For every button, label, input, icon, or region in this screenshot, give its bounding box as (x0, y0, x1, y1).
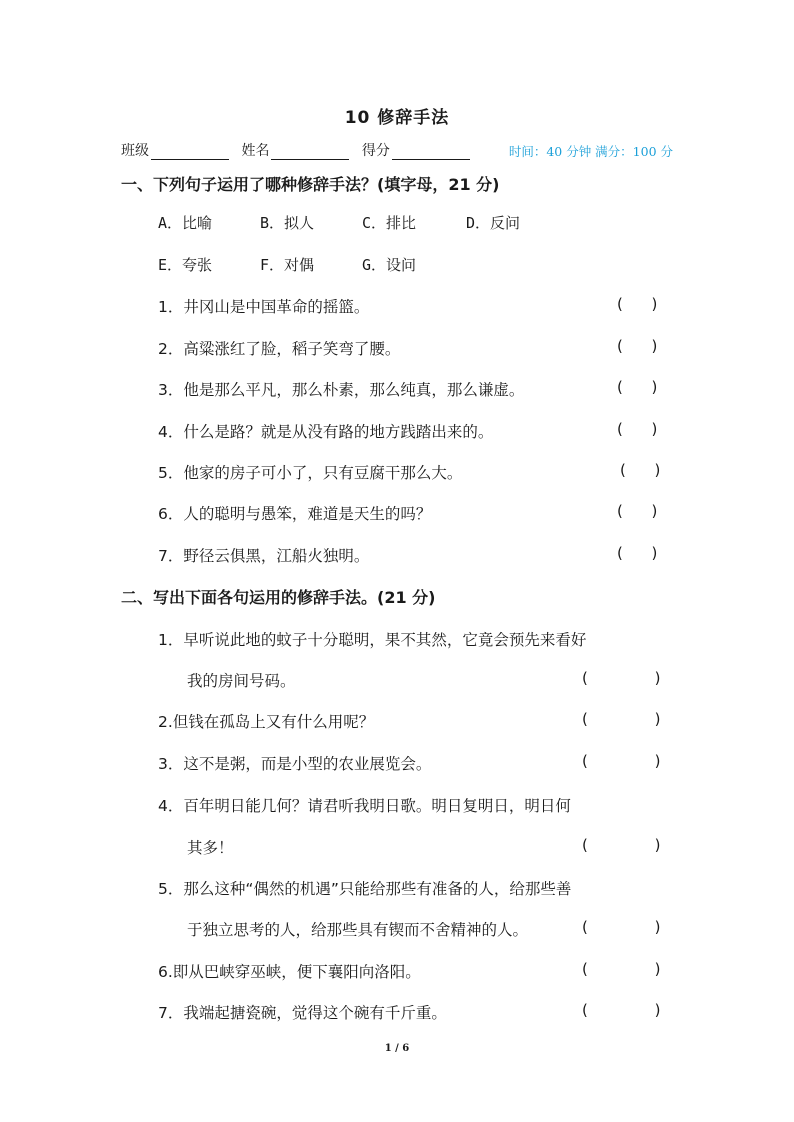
s2-answer-3[interactable]: ( ) (582, 752, 661, 770)
s2-question-5-line1: 5．那么这种“偶然的机遇”只能给那些有准备的人，给那些善 (158, 880, 572, 898)
s1-answer-5[interactable]: ( ) (620, 461, 661, 479)
s2-answer-1[interactable]: ( ) (582, 669, 661, 687)
page-number: 1 / 6 (384, 1043, 410, 1054)
s1-question-5: 5．他家的房子可小了，只有豆腐干那么大。 (158, 464, 463, 482)
s2-question-6: 6.即从巴峡穿巫峡，便下襄阳向洛阳。 (158, 963, 421, 981)
option-b: B．拟人 (260, 214, 315, 232)
class-blank[interactable] (151, 145, 229, 160)
s2-question-5-line2: 于独立思考的人，给那些具有锲而不舍精神的人。 (187, 921, 529, 939)
option-g: G．设问 (362, 256, 417, 274)
class-label: 班级 (121, 143, 149, 159)
option-c: C．排比 (362, 214, 417, 232)
s2-answer-6[interactable]: ( ) (582, 960, 661, 978)
s2-question-4-line2: 其多！ (187, 839, 234, 857)
s1-question-3: 3．他是那么平凡，那么朴素，那么纯真，那么谦虚。 (158, 381, 525, 399)
class-field (121, 140, 229, 160)
score-blank[interactable] (392, 145, 470, 160)
s1-question-1: 1．井冈山是中国革命的摇篮。 (158, 298, 370, 316)
s2-answer-2[interactable]: ( ) (582, 710, 661, 728)
option-a: A．比喻 (158, 214, 213, 232)
name-blank[interactable] (271, 145, 349, 160)
student-info-row (121, 140, 673, 160)
s2-question-1-line1: 1．早听说此地的蚊子十分聪明，果不其然，它竟会预先来看好 (158, 631, 587, 649)
s1-answer-1[interactable]: ( ) (617, 295, 658, 313)
score-label: 得分 (361, 143, 390, 159)
s1-question-4: 4．什么是路？就是从没有路的地方践踏出来的。 (158, 423, 494, 441)
s2-question-3: 3．这不是粥，而是小型的农业展览会。 (158, 755, 432, 773)
option-f: F．对偶 (260, 256, 315, 274)
s2-answer-4[interactable]: ( ) (582, 836, 661, 854)
s2-question-4-line1: 4．百年明日能几何？请君听我明日歌。明日复明日，明日何 (158, 797, 571, 815)
s2-answer-7[interactable]: ( ) (582, 1001, 661, 1019)
section2-heading: 二、写出下面各句运用的修辞手法。(21 分) (121, 588, 436, 607)
s1-answer-4[interactable]: ( ) (617, 420, 658, 438)
time-score-meta: 时间：40 分钟 满分：100 分 (508, 144, 673, 159)
s2-question-1-line2: 我的房间号码。 (187, 672, 296, 690)
option-d: D．反问 (466, 214, 521, 232)
s2-question-2: 2.但钱在孤岛上又有什么用呢？ (158, 713, 375, 731)
s1-question-2: 2．高粱涨红了脸，稻子笑弯了腰。 (158, 340, 401, 358)
name-label: 姓名 (241, 143, 270, 159)
s1-question-7: 7．野径云俱黑，江船火独明。 (158, 547, 370, 565)
s2-answer-5[interactable]: ( ) (582, 918, 661, 936)
s2-question-7: 7．我端起搪瓷碗，觉得这个碗有千斤重。 (158, 1004, 447, 1022)
s1-answer-6[interactable]: ( ) (617, 502, 658, 520)
s1-answer-7[interactable]: ( ) (617, 544, 658, 562)
section1-heading: 一、下列句子运用了哪种修辞手法？(填字母，21 分) (121, 175, 500, 194)
s1-answer-2[interactable]: ( ) (617, 337, 658, 355)
page-title: 10 修辞手法 (344, 108, 450, 128)
s1-answer-3[interactable]: ( ) (617, 378, 658, 396)
name-field (241, 140, 349, 160)
option-e: E．夸张 (158, 256, 213, 274)
s1-question-6: 6．人的聪明与愚笨，难道是天生的吗？ (158, 505, 432, 523)
score-field (362, 140, 470, 160)
